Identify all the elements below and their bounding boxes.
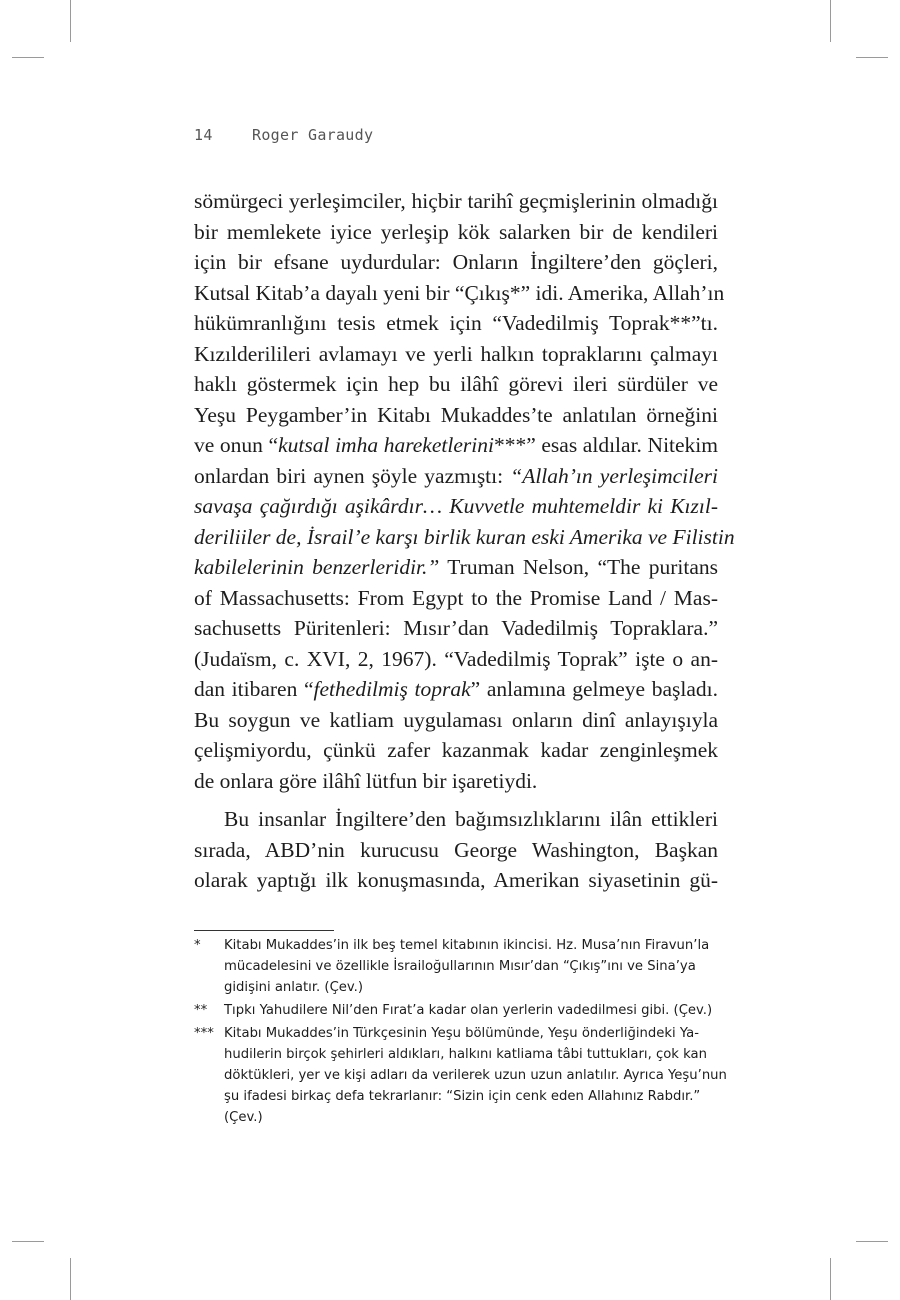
text-line: ve onun “kutsal imha hareketlerini***” esas aldılar. Nitekim — [194, 433, 719, 457]
footnote-line: (Çev.) — [224, 1110, 263, 1125]
crop-mark — [70, 0, 71, 42]
text-line: deriliiler de, İsrail’e karşı birlik kuran eski Amerika ve Filistin — [194, 524, 735, 549]
text-line: haklı göstermek için hep bu ilâhî görevi ileri sürdüler ve — [194, 372, 718, 396]
crop-mark — [12, 1241, 44, 1242]
main-text — [194, 186, 735, 896]
text-line: (Judaïsm, c. XVI, 2, 1967). “Vadedilmiş Toprak” işte o an- — [194, 646, 718, 671]
footnote-line: Kitabı Mukaddes’in Türkçesinin Yeşu bölümünde, Yeşu önderliğindeki Ya- — [224, 1026, 699, 1041]
footnote — [194, 935, 720, 998]
crop-mark — [12, 57, 44, 58]
footnote-line: Tıpkı Yahudilere Nil’den Fırat’a kadar olan yerlerin vadedilmesi gibi. (Çev.) — [224, 1003, 713, 1018]
footnote-line: şu ifadesi birkaç defa tekrarlanır: “Sizin için cenk eden Allahınız Rabdır.” — [224, 1089, 701, 1104]
text-line: Kutsal Kitab’a dayalı yeni bir “Çıkış*” idi. Amerika, Allah’ın — [194, 280, 725, 305]
crop-mark — [830, 1258, 831, 1300]
footnote-line: gidişini anlatır. (Çev.) — [224, 980, 364, 995]
footnote-line: döktükleri, yer ve kişi adları da verilerek uzun uzun anlatılır. Ayrıca Yeşu’nun — [224, 1068, 727, 1083]
text-line: savaşa çağırdığı aşikârdır… Kuvvetle muhtemeldir ki Kızıl- — [194, 494, 718, 518]
text-line: sömürgeci yerleşimciler, hiçbir tarihî geçmişlerinin olmadığı — [194, 189, 718, 213]
text-line: onlardan biri aynen şöyle yazmıştı: “Allah’ın yerleşimcileri — [194, 463, 718, 488]
footnote-separator — [194, 930, 334, 931]
footnote — [194, 1023, 727, 1128]
footnotes — [194, 935, 727, 1130]
crop-mark — [856, 57, 888, 58]
footnote-line: mücadelesini ve özellikle İsrailoğullarının Mısır’dan “Çıkış”ını ve Sina’ya — [224, 959, 696, 974]
running-title: Roger Garaudy — [252, 126, 374, 144]
page-number: 14 — [194, 126, 213, 144]
text-line: Bu insanlar İngiltere’den bağımsızlıklarını ilân ettikleri — [224, 807, 718, 831]
footnote-mark: *** — [194, 1026, 214, 1041]
text-line: olarak yaptığı ilk konuşmasında, Amerikan siyasetinin gü- — [194, 868, 718, 892]
text-line: için bir efsane uydurdular: Onların İngiltere’den göçleri, — [194, 250, 718, 274]
paragraph-1 — [194, 186, 735, 796]
footnote-line: Kitabı Mukaddes’in ilk beş temel kitabının ikincisi. Hz. Musa’nın Firavun’la — [224, 938, 710, 953]
text-line: Kızılderilileri avlamayı ve yerli halkın topraklarını çalmayı — [194, 341, 718, 366]
text-line: çelişmiyordu, çünkü zafer kazanmak kadar zenginleşmek — [194, 738, 718, 762]
paragraph-2 — [194, 804, 718, 896]
footnote-mark: ** — [194, 1003, 208, 1018]
text-line: sachusetts Püritenleri: Mısır’dan Vadedilmiş Topraklara.” — [194, 616, 718, 640]
text-line: sırada, ABD’nin kurucusu George Washington, Başkan — [194, 837, 718, 862]
running-header — [194, 126, 373, 144]
text-line: kabilelerinin benzerleridir.” Truman Nelson, “The puritans — [194, 555, 718, 579]
crop-mark — [856, 1241, 888, 1242]
text-line: dan itibaren “fethedilmiş toprak” anlamına gelmeye başladı. — [194, 677, 718, 701]
text-line: Bu soygun ve katliam uygulaması onların dinî anlayışıyla — [194, 707, 718, 732]
footnote-mark: * — [194, 938, 201, 953]
footnote — [194, 1000, 720, 1021]
crop-mark — [830, 0, 831, 42]
text-line: Yeşu Peygamber’in Kitabı Mukaddes’te anlatılan örneğini — [194, 402, 718, 427]
text-line: hükümranlığını tesis etmek için “Vadedilmiş Toprak**”tı. — [194, 311, 718, 335]
crop-mark — [70, 1258, 71, 1300]
text-line: bir memlekete iyice yerleşip kök salarken bir de kendileri — [194, 219, 718, 244]
text-line: of Massachusetts: From Egypt to the Promise Land / Mas- — [194, 585, 718, 610]
text-line: de onlara göre ilâhî lütfun bir işaretiydi. — [194, 768, 538, 793]
footnote-line: hudilerin birçok şehirleri aldıkları, halkını katliama tâbi tuttukları, çok kan — [224, 1047, 707, 1062]
